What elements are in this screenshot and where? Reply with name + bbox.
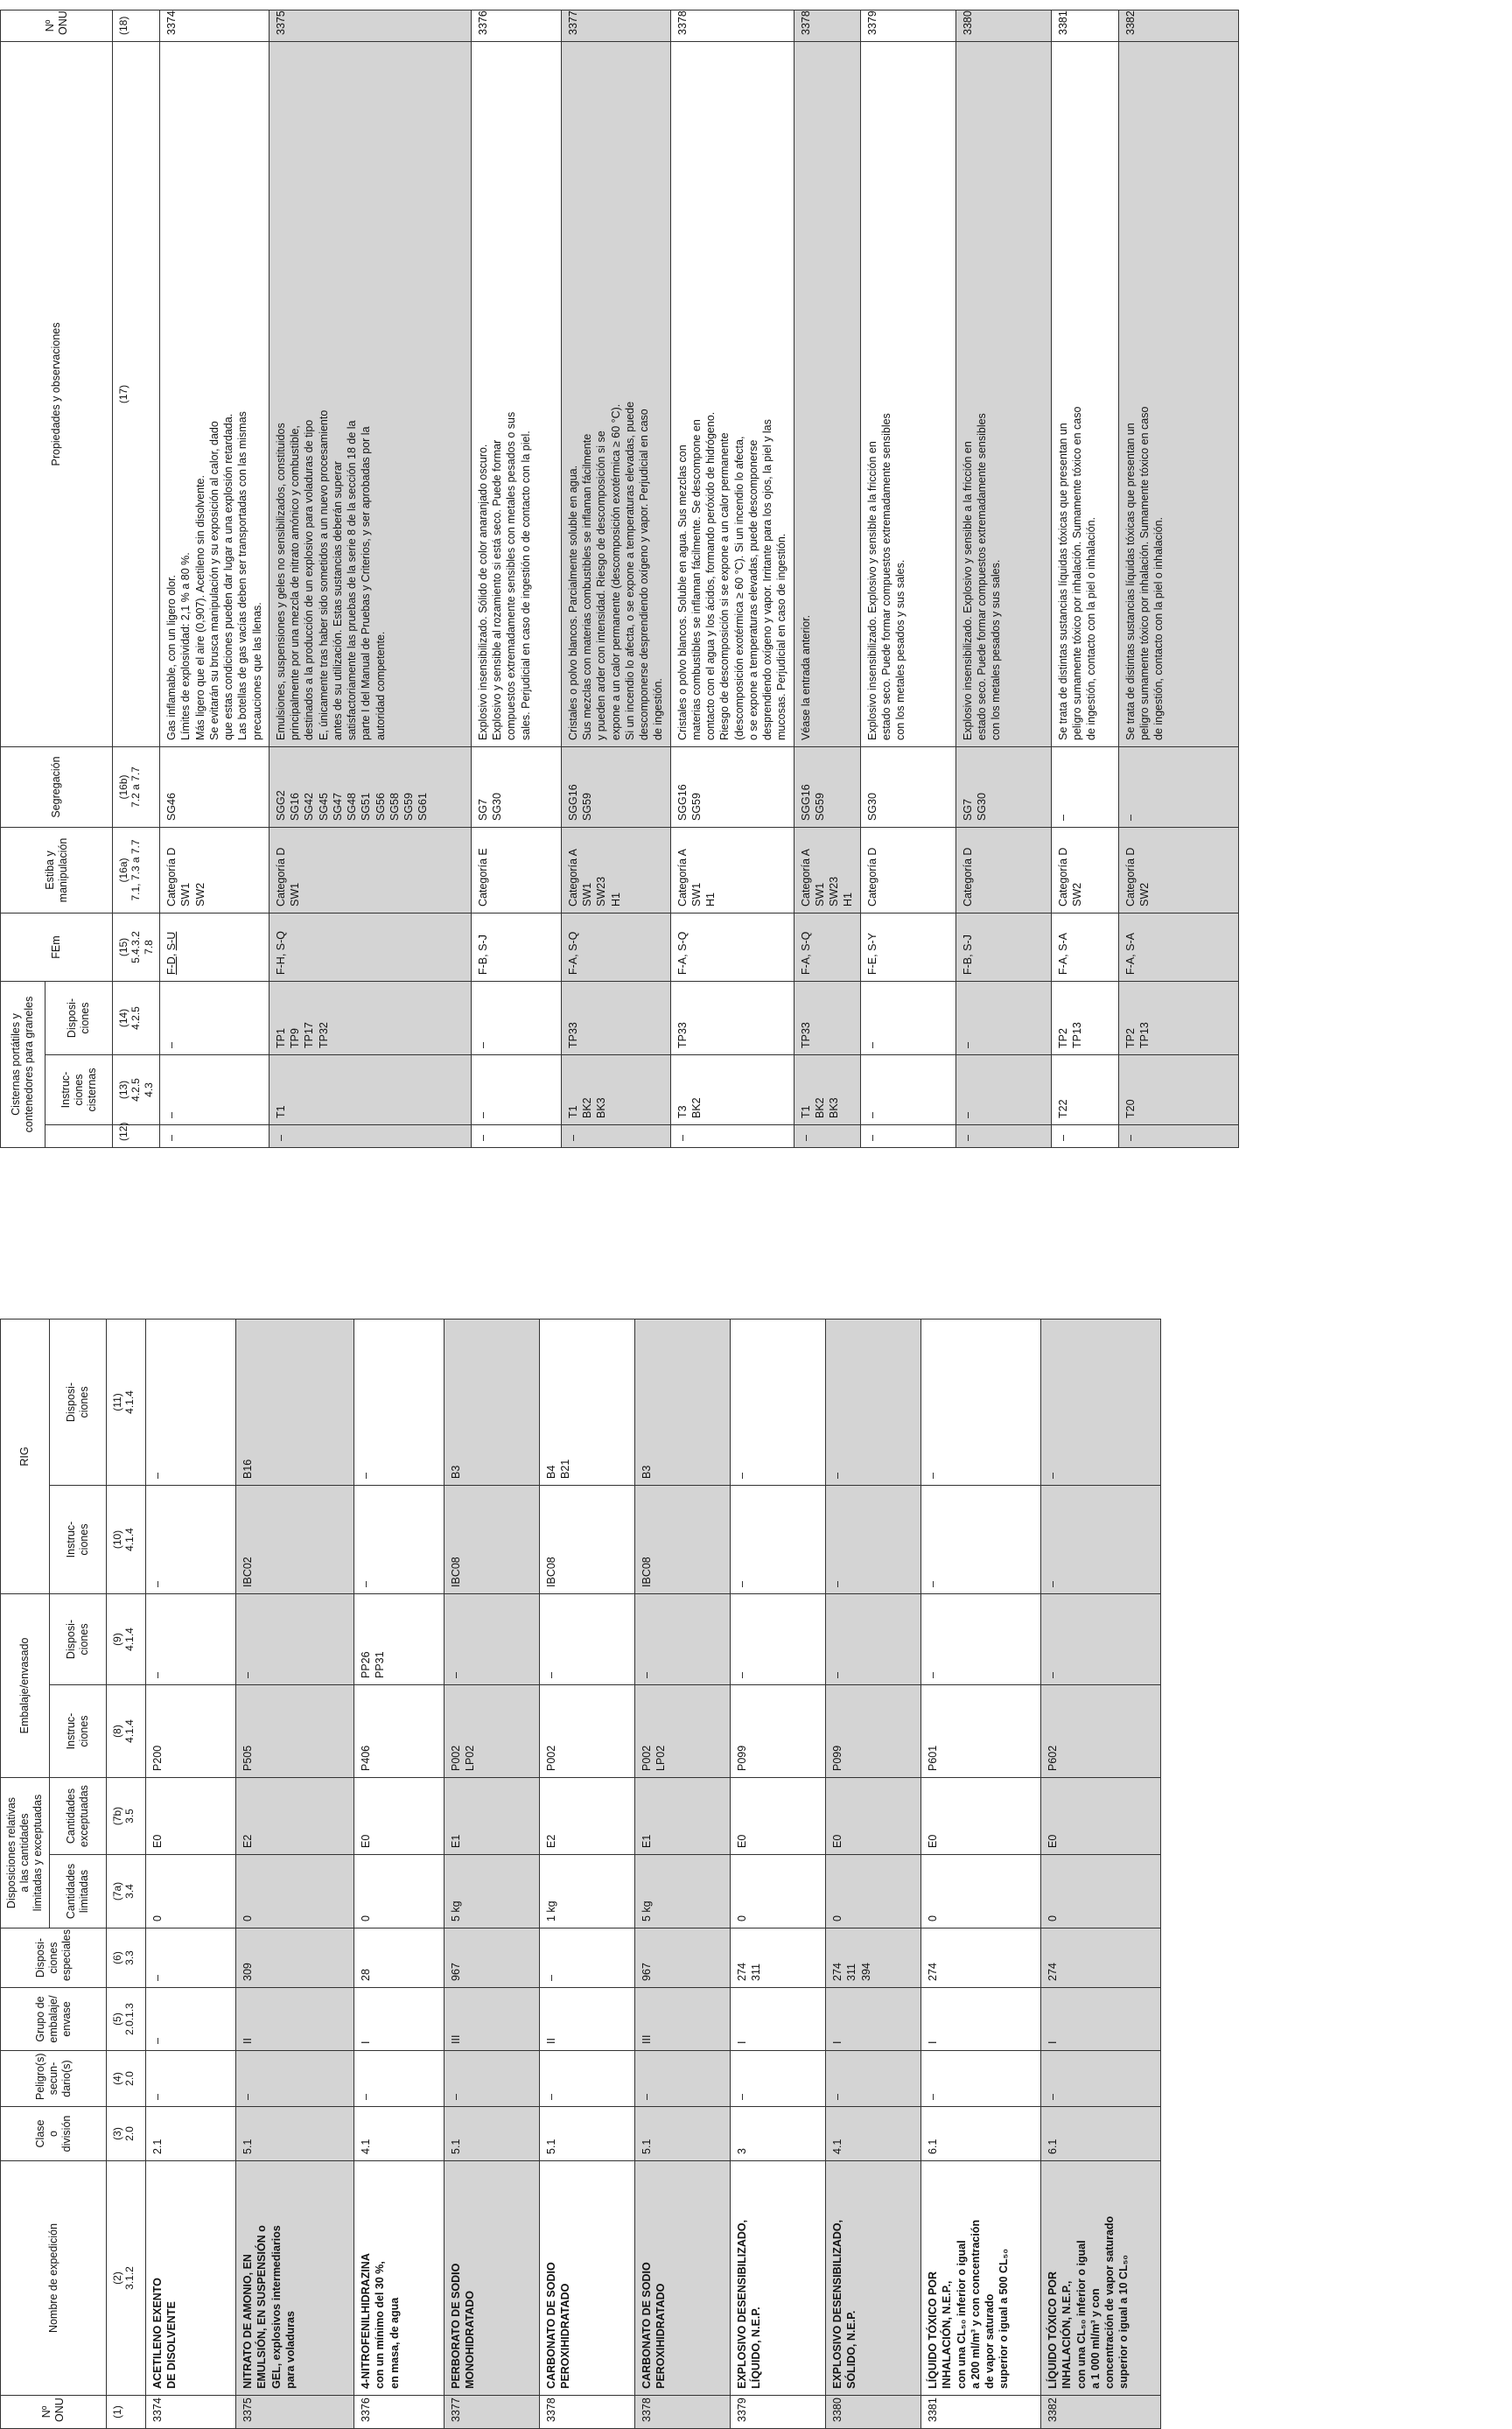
un-no-cell: 3376 [471,10,561,42]
col12-cell: – [956,1125,1051,1148]
un-no-cell: 3377 [444,2396,540,2429]
header-limited-excepted: Disposiciones relativas a las cantidades limitadas y exceptuadas [1,1778,50,1928]
table-row [670,10,794,1148]
packaging-provision-cell: – [635,1593,731,1684]
limited-quantity-cell: 0 [354,1855,444,1928]
excepted-quantity-cell: E0 [921,1778,1041,1855]
header-col12 [46,1125,113,1148]
packaging-provision-cell: – [921,1593,1041,1684]
ibc-provision-cell: B16 [236,1319,354,1485]
special-provisions-cell: 274 311 [731,1928,826,1988]
un-no-cell: 3374 [146,2396,236,2429]
ref-cell: (10) 4.1.4 [107,1485,146,1593]
tank-instruction-cell: T22 [1051,1055,1118,1125]
un-no-cell: 3380 [956,10,1051,42]
ibc-instruction-cell: – [826,1485,921,1593]
class-cell: 5.1 [540,2107,635,2161]
header-ibc-provisions: Disposi- ciones [50,1319,107,1485]
un-no-cell: 3380 [826,2396,921,2429]
properties-cell: Explosivo insensibilizado. Explosivo y sensible a la fricción en estado seco. Puede formar compuestos extremadamente sensibles con los metales pesados y sus sales. [956,42,1051,747]
ref-cell: (9) 4.1.4 [107,1593,146,1684]
packaging-provision-cell: – [146,1593,236,1684]
ref-cell: (7a) 3.4 [107,1855,146,1928]
shipping-name-cell: LÍQUIDO TÓXICO POR INHALACIÓN, N.E.P., con una CL₅₀ inferior o igual a 200 ml/m³ y con concentración de vapor saturado superior o igual a 500 CL₅₀ [921,2161,1041,2396]
table-row [354,1319,444,2428]
header-packaging-provisions: Disposi- ciones [50,1593,107,1684]
shipping-name-cell: PERBORATO DE SODIO MONOHIDRATADO [444,2161,540,2396]
ref-cell: (8) 4.1.4 [107,1685,146,1778]
special-provisions-cell: 274 [1041,1928,1161,1988]
class-cell: 4.1 [826,2107,921,2161]
segregation-cell: – [1118,747,1238,828]
segregation-cell: – [1051,747,1118,828]
packing-group-cell: – [146,1988,236,2051]
table-row [1118,10,1238,1148]
table-row [236,1319,354,2428]
packing-group-cell: I [354,1988,444,2051]
packaging-instruction-cell: P002 [540,1685,635,1778]
ems-cell: F-A, S-A [1051,914,1118,982]
ref-cell: (12) [113,1125,160,1148]
ibc-provision-cell: B3 [444,1319,540,1485]
table-row [146,1319,236,2428]
header-packaging: Embalaje/envasado [1,1593,50,1777]
ems-cell: F-A, S-Q [561,914,670,982]
header-segregation: Segregación [1,747,113,828]
un-no-cell: 3376 [354,2396,444,2429]
special-provisions-cell: 309 [236,1928,354,1988]
class-cell: 3 [731,2107,826,2161]
tank-instruction-cell: – [860,1055,956,1125]
properties-cell: Se trata de distintas sustancias líquidas tóxicas que presentan un peligro sumamente tóxico por inhalación. Sumamente tóxico en caso de ingestión, contacto con la piel o inhalación. [1118,42,1238,747]
header-un-no: Nº ONU [1,10,113,42]
tank-instruction-cell: T20 [1118,1055,1238,1125]
tank-provision-cell: TP33 [670,982,794,1055]
header-limited-quantities: Cantidades limitadas [50,1855,107,1928]
stowage-cell: Categoría A SW1 H1 [670,828,794,914]
ref-cell: (2) 3.1.2 [107,2161,146,2396]
ref-cell: (3) 2.0 [107,2107,146,2161]
header-portable-tanks: Cisternas portátiles y contenedores para graneles [1,982,46,1148]
subsidiary-hazard-cell: – [444,2051,540,2107]
stowage-cell: Categoría A SW1 SW23 H1 [794,828,860,914]
packaging-instruction-cell: P002 LP02 [444,1685,540,1778]
packaging-instruction-cell: P601 [921,1685,1041,1778]
stowage-cell: Categoría D SW1 [269,828,471,914]
header-packaging-instructions: Instruc- ciones [50,1685,107,1778]
col12-cell: – [670,1125,794,1148]
packaging-instruction-cell: P200 [146,1685,236,1778]
ibc-instruction-cell: IBC08 [444,1485,540,1593]
tank-instruction-cell: T1 BK2 BK3 [794,1055,860,1125]
subsidiary-hazard-cell: – [354,2051,444,2107]
table-row [160,10,270,1148]
ibc-provision-cell: – [146,1319,236,1485]
segregation-cell: SG46 [160,747,270,828]
segregation-cell: SGG16 SG59 [670,747,794,828]
stowage-cell: Categoría E [471,828,561,914]
ibc-instruction-cell: – [146,1485,236,1593]
stowage-cell: Categoría D SW1 SW2 [160,828,270,914]
limited-quantity-cell: 0 [826,1855,921,1928]
column-reference-row [113,10,160,1148]
header-un-no: Nº ONU [1,2396,107,2429]
packaging-instruction-cell: P505 [236,1685,354,1778]
special-provisions-cell: 967 [444,1928,540,1988]
class-cell: 5.1 [236,2107,354,2161]
header-row [1,1319,50,2428]
excepted-quantity-cell: E2 [540,1778,635,1855]
properties-cell: Cristales o polvo blancos. Soluble en agua. Sus mezclas con materias combustibles se inflaman fácilmente. Se descompone en contacto con el agua y los ácidos, formando peróxido de hidrógeno. Riesgo de descomposición si se expone a un calor permanente (descomposición exotérmica ≥ 60 °C). Si un incendio lo afecta, o se expone a temperaturas elevadas, puede descomponerse desprendiendo oxígeno y vapor. Irritante para los ojos, la piel y las mucosas. Perjudicial en caso de ingestión. [670,42,794,747]
header-ibc-instructions: Instruc- ciones [50,1485,107,1593]
tank-instruction-cell: T1 [269,1055,471,1125]
ems-cell: F-H, S-Q [269,914,471,982]
table-row [1041,1319,1161,2428]
packaging-provision-cell: – [731,1593,826,1684]
header-shipping-name: Nombre de expedición [1,2161,107,2396]
limited-quantity-cell: 0 [146,1855,236,1928]
header-tank-provisions: Disposi- ciones [46,982,113,1055]
left-page-table-block [0,1309,1512,2429]
dangerous-goods-list-columns-12-18 [0,10,1239,1148]
subsidiary-hazard-cell: – [731,2051,826,2107]
packaging-instruction-cell: P099 [826,1685,921,1778]
header-excepted-quantities: Cantidades exceptuadas [50,1778,107,1855]
subsidiary-hazard-cell: – [1041,2051,1161,2107]
un-no-cell: 3378 [794,10,860,42]
subsidiary-hazard-cell: – [236,2051,354,2107]
packaging-provision-cell: – [826,1593,921,1684]
ibc-provision-cell: B3 [635,1319,731,1485]
segregation-cell: SG7 SG30 [471,747,561,828]
right-page-table-block [0,0,1512,1148]
ibc-provision-cell: – [1041,1319,1161,1485]
un-no-cell: 3375 [236,2396,354,2429]
tank-instruction-cell: – [956,1055,1051,1125]
properties-cell: Véase la entrada anterior. [794,42,860,747]
properties-cell: Cristales o polvo blancos. Parcialmente soluble en agua. Sus mezclas con materias combustibles se inflaman fácilmente y pueden arder con intensidad. Riesgo de descomposición si se expone a un calor permanente (descomposición exotérmica ≥ 60 °C). Si un incendio lo afecta, o se expone a temperaturas elevadas, puede descomponerse desprendiendo oxígeno y vapor. Perjudicial en caso de ingestión. [561,42,670,747]
tank-provision-cell: TP1 TP9 TP17 TP32 [269,982,471,1055]
un-no-cell: 3377 [561,10,670,42]
segregation-cell: SG30 [860,747,956,828]
packaging-provision-cell: PP26 PP31 [354,1593,444,1684]
header-class: Clase o división [1,2107,107,2161]
tank-provision-cell: TP33 [561,982,670,1055]
ref-cell: (13) 4.2.5 4.3 [113,1055,160,1125]
subsidiary-hazard-cell: – [146,2051,236,2107]
excepted-quantity-cell: E0 [146,1778,236,1855]
table-row [540,1319,635,2428]
limited-quantity-cell: 1 kg [540,1855,635,1928]
ref-cell: (4) 2.0 [107,2051,146,2107]
col12-cell: – [269,1125,471,1148]
packing-group-cell: I [731,1988,826,2051]
un-no-cell: 3382 [1118,10,1238,42]
class-cell: 5.1 [635,2107,731,2161]
shipping-name-cell: LÍQUIDO TÓXICO POR INHALACIÓN, N.E.P., con una CL₅₀ inferior o igual a 1 000 ml/m³ y con concentración de vapor saturado superior o igual a 10 CL₅₀ [1041,2161,1161,2396]
special-provisions-cell: 967 [635,1928,731,1988]
ibc-provision-cell: B4 B21 [540,1319,635,1485]
ref-cell: (14) 4.2.5 [113,982,160,1055]
excepted-quantity-cell: E0 [1041,1778,1161,1855]
tank-provision-cell: – [956,982,1051,1055]
ibc-instruction-cell: IBC08 [635,1485,731,1593]
special-provisions-cell: 274 [921,1928,1041,1988]
shipping-name-cell: ACETILENO EXENTO DE DISOLVENTE [146,2161,236,2396]
packaging-provision-cell: – [1041,1593,1161,1684]
packaging-instruction-cell: P602 [1041,1685,1161,1778]
limited-quantity-cell: 5 kg [444,1855,540,1928]
col12-cell: – [860,1125,956,1148]
ems-cell: F-A, S-A [1118,914,1238,982]
packing-group-cell: I [921,1988,1041,2051]
subsidiary-hazard-cell: – [635,2051,731,2107]
ref-cell: (11) 4.1.4 [107,1319,146,1485]
stowage-cell: Categoría D [956,828,1051,914]
shipping-name-cell: EXPLOSIVO DESENSIBILIZADO, LÍQUIDO, N.E.P. [731,2161,826,2396]
ems-separator: , [165,950,178,957]
excepted-quantity-cell: E0 [731,1778,826,1855]
limited-quantity-cell: 0 [236,1855,354,1928]
segregation-cell: SGG2 SG16 SG42 SG45 SG47 SG48 SG51 SG56 SG58 SG59 SG61 [269,747,471,828]
un-no-cell: 3374 [160,10,270,42]
table-row [921,1319,1041,2428]
limited-quantity-cell: 0 [921,1855,1041,1928]
header-row [1,10,46,1148]
un-no-cell: 3378 [670,10,794,42]
packing-group-cell: I [1041,1988,1161,2051]
ibc-instruction-cell: – [731,1485,826,1593]
table-row [794,10,860,1148]
ems-fire-code: F-D [165,956,178,975]
tank-provision-cell: TP33 [794,982,860,1055]
packing-group-cell: II [236,1988,354,2051]
packing-group-cell: I [826,1988,921,2051]
tank-provision-cell: – [471,982,561,1055]
properties-cell: Se trata de distintas sustancias líquidas tóxicas que presentan un peligro sumamente tóxico por inhalación. Sumamente tóxico en caso de ingestión, contacto con la piel o inhalación. [1051,42,1118,747]
shipping-name-cell: 4-NITROFENILHIDRAZINA con un mínimo del 30 %, en masa, de agua [354,2161,444,2396]
stowage-cell: Categoría A SW1 SW23 H1 [561,828,670,914]
header-properties: Propiedades y observaciones [1,42,113,747]
header-ibc: RIG [1,1319,50,1593]
ibc-instruction-cell: IBC08 [540,1485,635,1593]
ems-cell: F-B, S-J [471,914,561,982]
packaging-instruction-cell: P406 [354,1685,444,1778]
ems-cell: F-B, S-J [956,914,1051,982]
subsidiary-hazard-cell: – [826,2051,921,2107]
tank-provision-cell: – [860,982,956,1055]
ref-cell: (16a) 7.1, 7.3 a 7.7 [113,828,160,914]
properties-cell: Explosivo insensibilizado. Explosivo y sensible a la fricción en estado seco. Puede formar compuestos extremadamente sensibles con los metales pesados y sus sales. [860,42,956,747]
ibc-provision-cell: – [921,1319,1041,1485]
shipping-name-cell: CARBONATO DE SODIO PEROXIHIDRATADO [540,2161,635,2396]
excepted-quantity-cell: E0 [354,1778,444,1855]
entries-body [160,10,1239,1148]
class-cell: 5.1 [444,2107,540,2161]
table-row [731,1319,826,2428]
limited-quantity-cell: 5 kg [635,1855,731,1928]
table-row [956,10,1051,1148]
ref-cell: (15) 5.4.3.2 7.8 [113,914,160,982]
ems-cell: F-E, S-Y [860,914,956,982]
ibc-provision-cell: – [826,1319,921,1485]
special-provisions-cell: – [540,1928,635,1988]
special-provisions-cell: 28 [354,1928,444,1988]
class-cell: 6.1 [1041,2107,1161,2161]
ems-cell [160,914,270,982]
properties-cell: Emulsiones, suspensiones y geles no sensibilizados, constituidos principalmente por una mezcla de nitrato amónico y combustible, destinados a la producción de un explosivo para voladuras de tipo E, únicamente tras haber sido sometidos a un nuevo procesamiento antes de su utilización. Estas sustancias deberán superar satisfactoriamente las pruebas de la serie 8 de la sección 18 de la parte I del Manual de Pruebas y Criterios, y ser aprobadas por la autoridad competente. [269,42,471,747]
class-cell: 4.1 [354,2107,444,2161]
un-no-cell: 3378 [635,2396,731,2429]
packing-group-cell: II [540,1988,635,2051]
class-cell: 2.1 [146,2107,236,2161]
ems-cell: F-A, S-Q [794,914,860,982]
ref-cell: (1) [107,2396,146,2429]
ref-cell: (6) 3.3 [107,1928,146,1988]
shipping-name-cell: CARBONATO DE SODIO PEROXIHIDRATADO [635,2161,731,2396]
un-no-cell: 3379 [860,10,956,42]
limited-quantity-cell: 0 [1041,1855,1161,1928]
col12-cell: – [471,1125,561,1148]
dangerous-goods-list-columns-1-11 [0,1319,1161,2429]
un-no-cell: 3381 [1051,10,1118,42]
ibc-instruction-cell: – [1041,1485,1161,1593]
un-no-cell: 3375 [269,10,471,42]
ibc-provision-cell: – [354,1319,444,1485]
subsidiary-hazard-cell: – [921,2051,1041,2107]
col12-cell: – [1118,1125,1238,1148]
ref-cell: (17) [113,42,160,747]
segregation-cell: SGG16 SG59 [794,747,860,828]
tank-instruction-cell: T1 BK2 BK3 [561,1055,670,1125]
segregation-cell: SG7 SG30 [956,747,1051,828]
header-special-provisions: Disposi- ciones especiales [1,1928,107,1988]
header-ems: FEm [1,914,113,982]
properties-cell: Gas inflamable, con un ligero olor. Límites de explosividad: 2,1 % a 80 %. Más ligero que el aire (0,907). Acetileno sin disolvente. Se evitarán su brusca manipulación y su exposición al calor, dado que estas condiciones pueden dar lugar a una explosión retardada. Las botellas de gas vacías deben ser transportadas con las mismas precauciones que las llenas. [160,42,270,747]
col12-cell: – [794,1125,860,1148]
packaging-provision-cell: – [236,1593,354,1684]
packaging-provision-cell: – [540,1593,635,1684]
packaging-provision-cell: – [444,1593,540,1684]
ems-spill-code: S-U [165,931,178,951]
ibc-instruction-cell: IBC02 [236,1485,354,1593]
ref-cell: (18) [113,10,160,42]
table-row [826,1319,921,2428]
special-provisions-cell: 274 311 394 [826,1928,921,1988]
un-no-cell: 3382 [1041,2396,1161,2429]
packaging-instruction-cell: P002 LP02 [635,1685,731,1778]
ibc-instruction-cell: – [921,1485,1041,1593]
col12-cell: – [1051,1125,1118,1148]
header-tank-instructions: Instruc- ciones cisternas [46,1055,113,1125]
segregation-cell: SGG16 SG59 [561,747,670,828]
ref-cell: (7b) 3.5 [107,1778,146,1855]
tank-provision-cell: TP2 TP13 [1118,982,1238,1055]
col12-cell: – [160,1125,270,1148]
shipping-name-cell: EXPLOSIVO DESENSIBILIZADO, SÓLIDO, N.E.P. [826,2161,921,2396]
ref-cell: (5) 2.0.1.3 [107,1988,146,2051]
stowage-cell: Categoría D [860,828,956,914]
table-row [1051,10,1118,1148]
tank-provision-cell: TP2 TP13 [1051,982,1118,1055]
tank-instruction-cell: – [160,1055,270,1125]
ibc-instruction-cell: – [354,1485,444,1593]
tank-instruction-cell: T3 BK2 [670,1055,794,1125]
ref-cell: (16b) 7.2 a 7.7 [113,747,160,828]
special-provisions-cell: – [146,1928,236,1988]
class-cell: 6.1 [921,2107,1041,2161]
table-row [444,1319,540,2428]
tank-instruction-cell: – [471,1055,561,1125]
excepted-quantity-cell: E1 [635,1778,731,1855]
subsidiary-hazard-cell: – [540,2051,635,2107]
col12-cell: – [561,1125,670,1148]
ems-cell: F-A, S-Q [670,914,794,982]
header-subsidiary-hazard: Peligro(s) secun- dario(s) [1,2051,107,2107]
properties-cell: Explosivo insensibilizado. Sólido de color anaranjado oscuro. Explosivo y sensible al rozamiento si está seco. Puede formar compuestos extremadamente sensibles con metales pesados o sus sales. Perjudicial en caso de ingestión o de contacto con la piel. [471,42,561,747]
packing-group-cell: III [444,1988,540,2051]
stowage-cell: Categoría D SW2 [1051,828,1118,914]
excepted-quantity-cell: E1 [444,1778,540,1855]
column-reference-row [107,1319,146,2428]
excepted-quantity-cell: E0 [826,1778,921,1855]
shipping-name-cell: NITRATO DE AMONIO, EN EMULSIÓN, EN SUSPENSIÓN o GEL, explosivos intermediarios para voladuras [236,2161,354,2396]
limited-quantity-cell: 0 [731,1855,826,1928]
un-no-cell: 3381 [921,2396,1041,2429]
table-row [860,10,956,1148]
un-no-cell: 3378 [540,2396,635,2429]
header-packing-group: Grupo de embalaje/ envase [1,1988,107,2051]
excepted-quantity-cell: E2 [236,1778,354,1855]
table-row [635,1319,731,2428]
packaging-instruction-cell: P099 [731,1685,826,1778]
stowage-cell: Categoría D SW2 [1118,828,1238,914]
packing-group-cell: III [635,1988,731,2051]
tank-provision-cell: – [160,982,270,1055]
un-no-cell: 3379 [731,2396,826,2429]
header-stowage: Estiba y manipulación [1,828,113,914]
ibc-provision-cell: – [731,1319,826,1485]
entries-body [146,1319,1161,2428]
table-row [269,10,471,1148]
table-row [471,10,561,1148]
table-row [561,10,670,1148]
